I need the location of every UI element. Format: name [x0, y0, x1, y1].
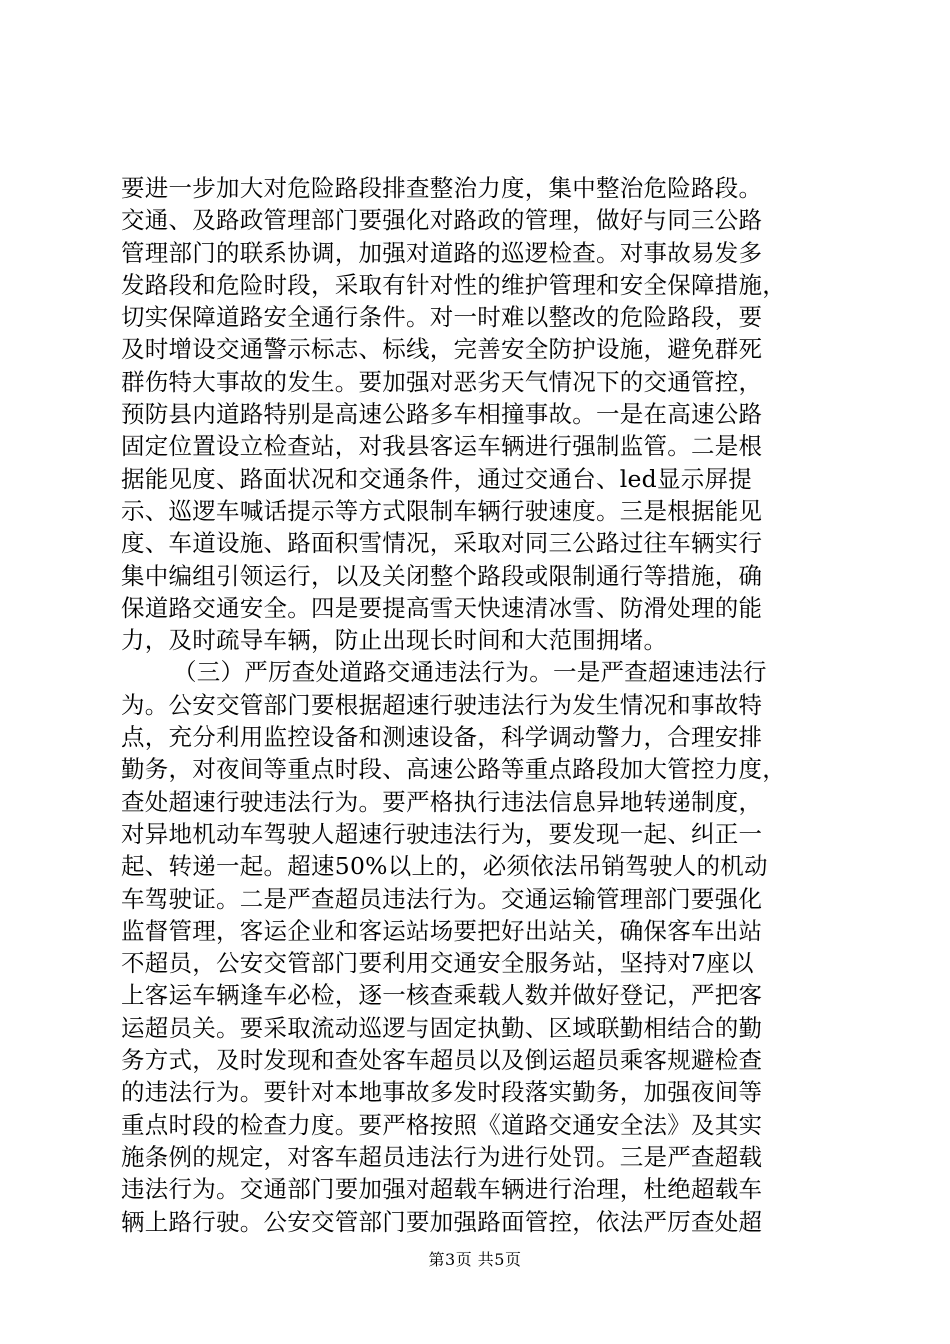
text-line: 违法行为。交通部门要加强对超载车辆进行治理，杜绝超载车: [121, 1175, 763, 1204]
text-line: 切实保障道路安全通行条件。对一时难以整改的危险路段，要: [121, 303, 763, 332]
page-number-footer: 第3页 共5页: [428, 1250, 522, 1269]
text-line: 要进一步加大对危险路段排查整治力度，集中整治危险路段。: [121, 174, 763, 202]
text-line: 勤务，对夜间等重点时段、高速公路等重点路段加大管控力度，: [121, 755, 786, 784]
text-line: 集中编组引领运行，以及关闭整个路段或限制通行等措施，确: [121, 561, 763, 590]
text-line: 对异地机动车驾驶人超速行驶违法行为，要发现一起、纠正一: [121, 819, 763, 848]
text-line: 固定位置设立检查站，对我县客运车辆进行强制监管。二是根: [121, 432, 763, 461]
text-line: 交通、及路政管理部门要强化对路政的管理，做好与同三公路: [121, 206, 763, 235]
text-line: 度、车道设施、路面积雪情况，采取对同三公路过往车辆实行: [121, 529, 763, 558]
text-line: 辆上路行驶。公安交管部门要加强路面管控，依法严厉查处超: [121, 1207, 763, 1236]
text-line: 点，充分利用监控设备和测速设备，科学调动警力，合理安排: [121, 723, 763, 752]
text-line: 为。公安交管部门要根据超速行驶违法行为发生情况和事故特: [121, 690, 763, 719]
text-line: 群伤特大事故的发生。要加强对恶劣天气情况下的交通管控，: [121, 367, 763, 396]
text-line: 的违法行为。要针对本地事故多发时段落实勤务，加强夜间等: [121, 1078, 763, 1107]
text-line: 据能见度、路面状况和交通条件，通过交通台、led显示屏提: [121, 464, 752, 493]
text-line: 发路段和危险时段，采取有针对性的维护管理和安全保障措施，: [121, 270, 786, 299]
text-line: 施条例的规定，对客车超员违法行为进行处罚。三是严查超载: [121, 1142, 763, 1171]
text-line: 管理部门的联系协调，加强对道路的巡逻检查。对事故易发多: [121, 238, 763, 267]
text-line: 监督管理，客运企业和客运站场要把好出站关，确保客车出站: [121, 916, 763, 945]
text-line: 起、转递一起。超速50%以上的，必须依法吊销驾驶人的机动: [121, 852, 768, 881]
text-line: 运超员关。要采取流动巡逻与固定执勤、区域联勤相结合的勤: [121, 1013, 763, 1042]
section-heading-line: （三）严厉查处道路交通违法行为。一是严查超速违法行: [173, 658, 767, 687]
body-text: [121, 172, 833, 1238]
text-line: 力，及时疏导车辆，防止出现长时间和大范围拥堵。: [121, 626, 668, 655]
text-line: 及时增设交通警示标志、标线，完善安全防护设施，避免群死: [121, 335, 763, 364]
text-line: 重点时段的检查力度。要严格按照《道路交通安全法》及其实: [121, 1110, 763, 1139]
text-line: 预防县内道路特别是高速公路多车相撞事故。一是在高速公路: [121, 400, 763, 429]
text-line: 查处超速行驶违法行为。要严格执行违法信息异地转递制度，: [121, 787, 763, 816]
text-line: 务方式，及时发现和查处客车超员以及倒运超员乘客规避检查: [121, 1046, 763, 1075]
text-line: 示、巡逻车喊话提示等方式限制车辆行驶速度。三是根据能见: [121, 496, 763, 525]
text-line: 不超员，公安交管部门要利用交通安全服务站，坚持对7座以: [121, 949, 754, 978]
text-line: 车驾驶证。二是严查超员违法行为。交通运输管理部门要强化: [121, 884, 763, 913]
text-line: 保道路交通安全。四是要提高雪天快速清冰雪、防滑处理的能: [121, 593, 763, 622]
text-line: 上客运车辆逢车必检，逐一核查乘载人数并做好登记，严把客: [121, 981, 763, 1010]
